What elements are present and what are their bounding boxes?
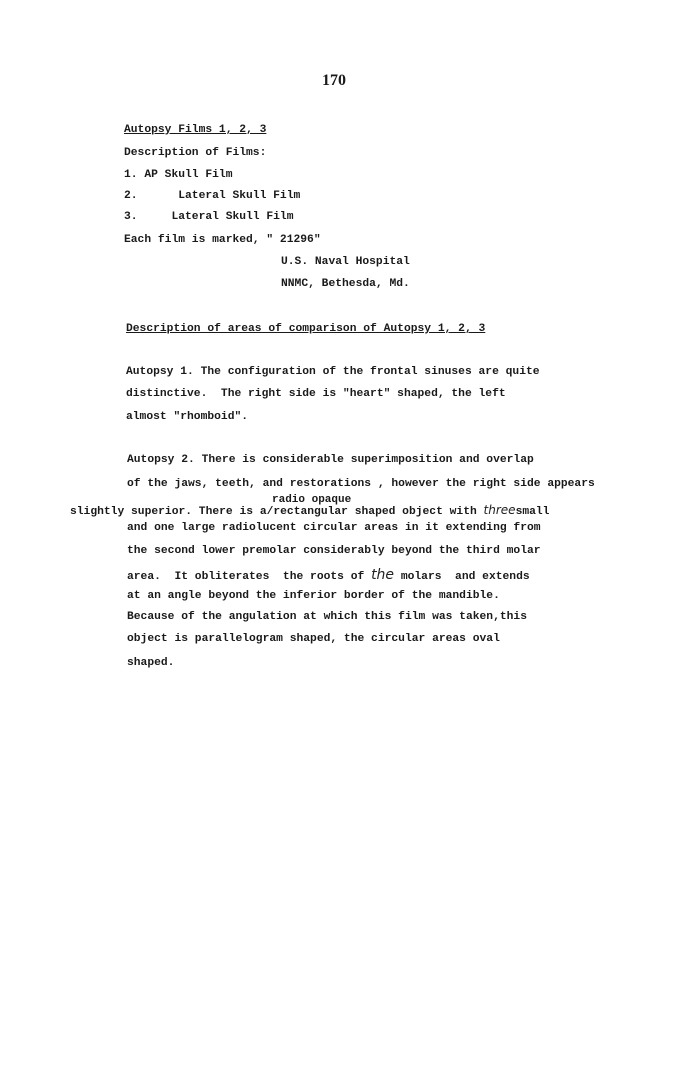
line-text: molars and extends xyxy=(394,571,530,583)
autopsy2-line xyxy=(127,568,530,583)
films-title: Autopsy Films 1, 2, 3 xyxy=(124,124,267,136)
autopsy2-line: object is parallelogram shaped, the circular areas oval xyxy=(127,633,500,645)
autopsy1-line: almost "rhomboid". xyxy=(126,411,249,423)
line-text: small xyxy=(515,506,550,518)
autopsy1-line: distinctive. The right side is "heart" shaped, the left xyxy=(126,388,506,400)
line-text: area. It obliterates the roots of xyxy=(127,571,372,583)
film-marking: Each film is marked, " 21296" xyxy=(124,234,321,246)
autopsy2-line: at an angle beyond the inferior border of the mandible. xyxy=(127,590,500,602)
typed-insertion: radio opaque xyxy=(272,494,352,506)
autopsy2-line xyxy=(70,504,549,518)
autopsy2-line: shaped. xyxy=(127,657,175,669)
autopsy2-line: of the jaws, teeth, and restorations , however the right side appears xyxy=(127,478,595,490)
handwritten-insertion: three xyxy=(483,503,516,517)
films-subtitle: Description of Films: xyxy=(124,147,267,159)
hospital-line: U.S. Naval Hospital xyxy=(281,256,410,268)
film-item: 2. Lateral Skull Film xyxy=(124,190,301,202)
autopsy2-line: the second lower premolar considerably beyond the third molar xyxy=(127,545,541,557)
handwritten-insertion: the xyxy=(371,567,395,583)
autopsy2-line: and one large radiolucent circular areas in it extending from xyxy=(127,522,541,534)
autopsy2-line: Because of the angulation at which this film was taken,this xyxy=(127,611,527,623)
autopsy2-line: Autopsy 2. There is considerable superimposition and overlap xyxy=(127,454,534,466)
page-number: 170 xyxy=(322,72,346,89)
film-item: 3. Lateral Skull Film xyxy=(124,211,294,223)
hospital-line: NNMC, Bethesda, Md. xyxy=(281,278,410,290)
film-item: 1. AP Skull Film xyxy=(124,169,233,181)
comparison-heading: Description of areas of comparison of Autopsy 1, 2, 3 xyxy=(126,323,486,335)
autopsy1-line: Autopsy 1. The configuration of the frontal sinuses are quite xyxy=(126,366,540,378)
line-text: slightly superior. There is a/rectangular shaped object with xyxy=(70,506,484,518)
